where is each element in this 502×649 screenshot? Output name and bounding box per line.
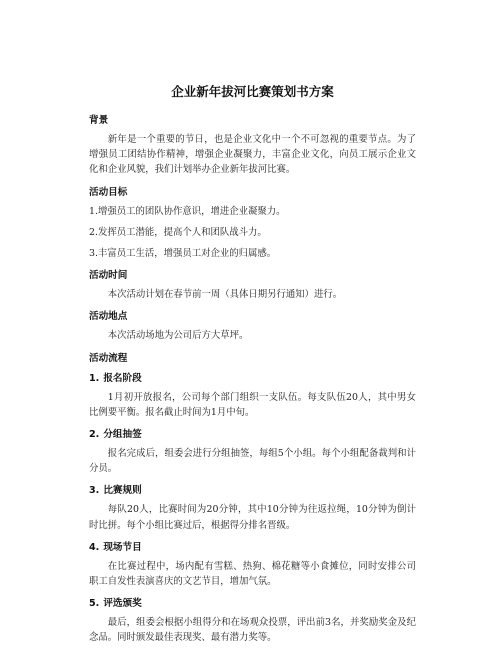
- section-heading: 活动时间: [89, 270, 128, 282]
- step-heading: 4. 现场节目: [89, 541, 142, 553]
- paragraph: 在比赛过程中，场内配有雪糕、热狗、棉花糖等小食摊位，同时安排公司职工自发性表演喜庆的文艺节目，增加气氛。: [89, 560, 416, 588]
- paragraph: 本次活动计划在春节前一周（具体日期另行通知）进行。: [107, 289, 343, 301]
- list-item: 3.丰富员工生活，增强员工对企业的归属感。: [89, 248, 277, 260]
- section-heading: 活动流程: [89, 352, 128, 364]
- section-place: [89, 308, 416, 343]
- list-item: 1.增强员工的团队协作意识，增进企业凝聚力。: [89, 205, 286, 217]
- paragraph: 1月初开放报名，公司每个部门组织一支队伍。每支队伍20人，其中男女比例要平衡。报名截止时间为1月中旬。: [89, 391, 416, 418]
- step-heading: 5. 评选颁奖: [89, 598, 142, 610]
- section-time: [89, 267, 416, 302]
- section-heading: 背景: [89, 115, 109, 126]
- document-title: 企业新年拔河比赛策划书方案: [171, 84, 334, 99]
- paragraph: 新年是一个重要的节日，也是企业文化中一个不可忽视的重要节点。为了增强员工团结协作精神，增强企业凝聚力，丰富企业文化，向员工展示企业文化和企业风貌，我们计划举办企业新年拔河比赛。: [89, 134, 416, 176]
- paragraph: 报名完成后，组委会进行分组抽签，每组5个小组。每个小组配备裁判和计分员。: [89, 448, 416, 475]
- list-item: 2.发挥员工潜能，提高个人和团队战斗力。: [89, 226, 267, 238]
- section-heading: 活动目标: [89, 186, 128, 198]
- section-background: [89, 112, 416, 178]
- paragraph: 本次活动场地为公司后方大草坪。: [107, 330, 249, 342]
- section-process: [89, 350, 416, 646]
- paragraph: 每队20人，比赛时间为20分钟，其中10分钟为往返拉绳，10分钟为倒计时比拼。每个小组比赛过后，根据得分排名晋级。: [89, 504, 416, 531]
- paragraph: 最后，组委会根据小组得分和在场观众投票，评出前3名，并奖励奖金及纪念品。同时颁发最佳表现奖、最有潜力奖等。: [89, 617, 416, 644]
- section-heading: 活动地点: [89, 311, 128, 323]
- step-heading: 1. 报名阶段: [89, 372, 142, 384]
- step-heading: 2. 分组抽签: [89, 429, 142, 441]
- section-goals: [89, 184, 416, 262]
- step-heading: 3. 比赛规则: [89, 485, 142, 497]
